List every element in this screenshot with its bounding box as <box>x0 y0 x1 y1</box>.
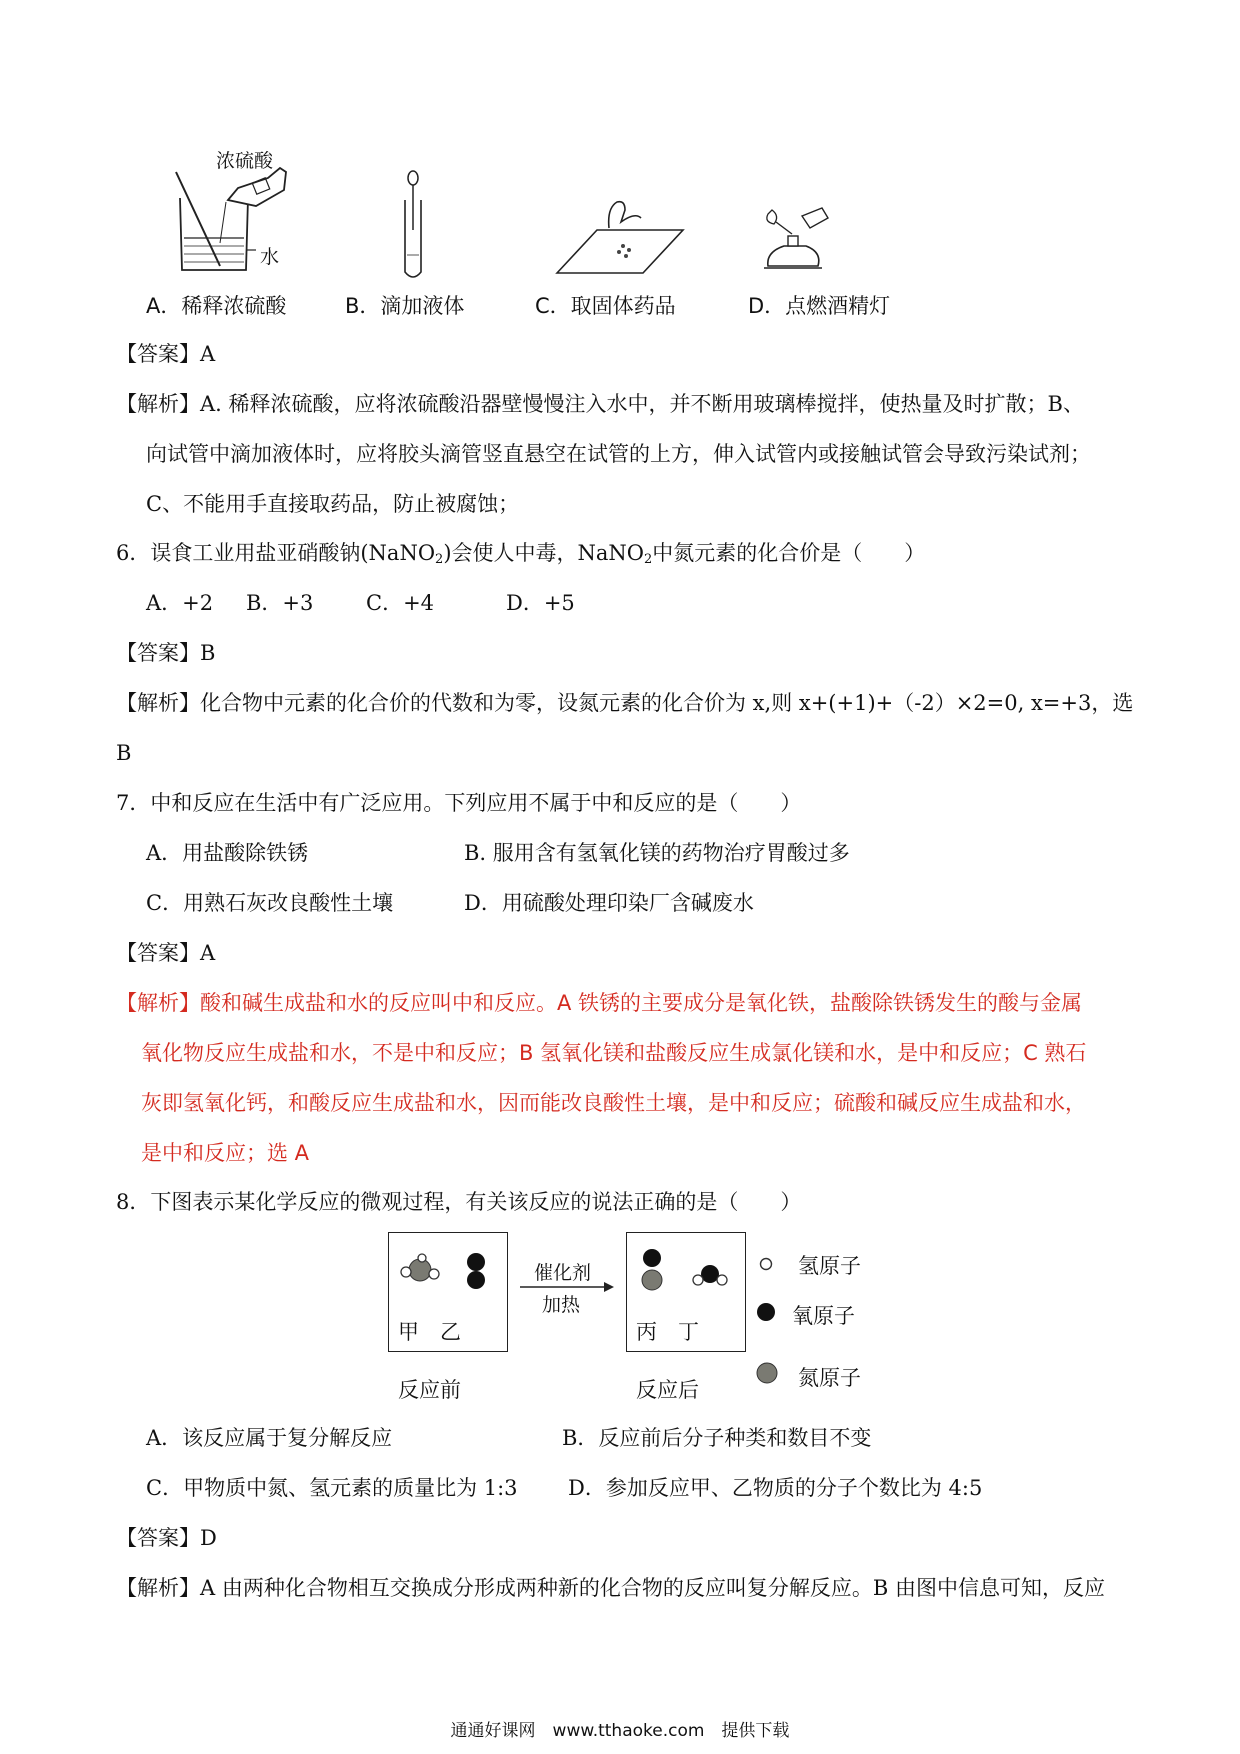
page-footer: 通通好课网 www.tthaoke.com 提供下载 <box>450 1721 790 1741</box>
q7-stem: 7．中和反应在生活中有广泛应用。下列应用不属于中和反应的是（ ） <box>116 791 802 815</box>
q6-stem: 6．误食工业用盐亚硝酸钠(NaNO$_2$)会使人中毒，NaNO$_2$中氮元素的化合价是（ ） <box>116 541 926 567</box>
q8-option-b: B．反应前后分子种类和数目不变 <box>562 1426 872 1450</box>
caption-d: D．点燃酒精灯 <box>748 294 891 318</box>
legend-hydrogen-icon <box>758 1256 774 1272</box>
q5-analysis-3: C、不能用手直接取药品，防止被腐蚀； <box>146 492 520 516</box>
figure-dilute-acid <box>168 148 318 278</box>
after-labels: 丙 丁 <box>636 1320 699 1344</box>
after-molecules <box>634 1244 730 1310</box>
q7-answer: 【答案】A <box>116 941 216 965</box>
q7-analysis-4: 是中和反应；选 A <box>141 1141 310 1165</box>
q6-answer: 【答案】B <box>116 641 216 665</box>
caption-before: 反应前 <box>398 1378 461 1402</box>
legend-hydrogen-label: 氢原子 <box>798 1254 861 1278</box>
legend-nitrogen-icon <box>756 1362 778 1384</box>
caption-a: A．稀释浓硫酸 <box>146 294 287 318</box>
q7-option-b: B. 服用含有氢氧化镁的药物治疗胃酸过多 <box>464 841 850 865</box>
q7-option-d: D．用硫酸处理印染厂含碱废水 <box>464 891 754 915</box>
q6-option-b: B．+3 <box>246 591 314 615</box>
q7-option-a: A．用盐酸除铁锈 <box>146 841 309 865</box>
q7-analysis-3: 灰即氢氧化钙，和酸反应生成盐和水，因而能改良酸性土壤，是中和反应；硫酸和碱反应生成盐和水， <box>141 1091 1086 1115</box>
q8-stem: 8．下图表示某化学反应的微观过程，有关该反应的说法正确的是（ ） <box>116 1190 802 1214</box>
before-labels: 甲 乙 <box>398 1320 461 1344</box>
q7-option-c: C．用熟石灰改良酸性土壤 <box>146 891 394 915</box>
q5-analysis-1: 【解析】A. 稀释浓硫酸，应将浓硫酸沿器壁慢慢注入水中，并不断用玻璃棒搅拌，使热量及时扩散；B、 <box>116 392 1084 416</box>
q8-option-c: C．甲物质中氮、氢元素的质量比为 1:3 <box>146 1476 518 1500</box>
q8-analysis-1: 【解析】A 由两种化合物相互交换成分形成两种新的化合物的反应叫复分解反应。B 由图中信息可知，反应 <box>116 1576 1105 1600</box>
legend-oxygen-label: 氧原子 <box>792 1304 855 1328</box>
before-molecules <box>396 1250 492 1310</box>
figure-hand-solid <box>555 198 685 278</box>
q5-answer: 【答案】A <box>116 342 216 366</box>
q5-analysis-2: 向试管中滴加液体时，应将胶头滴管竖直悬空在试管的上方，伸入试管内或接触试管会导致污染试剂； <box>146 442 1091 466</box>
q8-option-a: A．该反应属于复分解反应 <box>146 1426 393 1450</box>
acid-label: 浓硫酸 <box>216 150 274 172</box>
q7-analysis-1: 【解析】酸和碱生成盐和水的反应叫中和反应。A 铁锈的主要成分是氧化铁，盐酸除铁锈发生的酸与金属 <box>116 991 1083 1015</box>
q6-option-a: A．+2 <box>146 591 214 615</box>
q6-analysis-1: 【解析】化合物中元素的化合价的代数和为零，设氮元素的化合价为 x,则 x+(+1)+（-2）×2=0, x=+3，选 <box>116 691 1134 715</box>
figure-alcohol-lamp <box>762 206 832 278</box>
q8-answer: 【答案】D <box>116 1526 217 1550</box>
q6-analysis-2: B <box>116 741 132 765</box>
water-label: 水 <box>260 246 280 268</box>
q7-analysis-2: 氧化物反应生成盐和水，不是中和反应；B 氢氧化镁和盐酸反应生成氯化镁和水，是中和反应；C 熟石 <box>141 1041 1087 1065</box>
q6-option-d: D．+5 <box>506 591 575 615</box>
caption-b: B．滴加液体 <box>345 294 465 318</box>
figure-dropper-tube <box>398 170 428 282</box>
q6-option-c: C．+4 <box>366 591 435 615</box>
heat-label: 加热 <box>542 1294 581 1316</box>
catalyst-label: 催化剂 <box>534 1262 592 1284</box>
legend-oxygen-icon <box>756 1302 776 1322</box>
caption-after: 反应后 <box>636 1378 699 1402</box>
q8-option-d: D．参加反应甲、乙物质的分子个数比为 4:5 <box>568 1476 983 1500</box>
caption-c: C．取固体药品 <box>535 294 676 318</box>
legend-nitrogen-label: 氮原子 <box>798 1366 861 1390</box>
